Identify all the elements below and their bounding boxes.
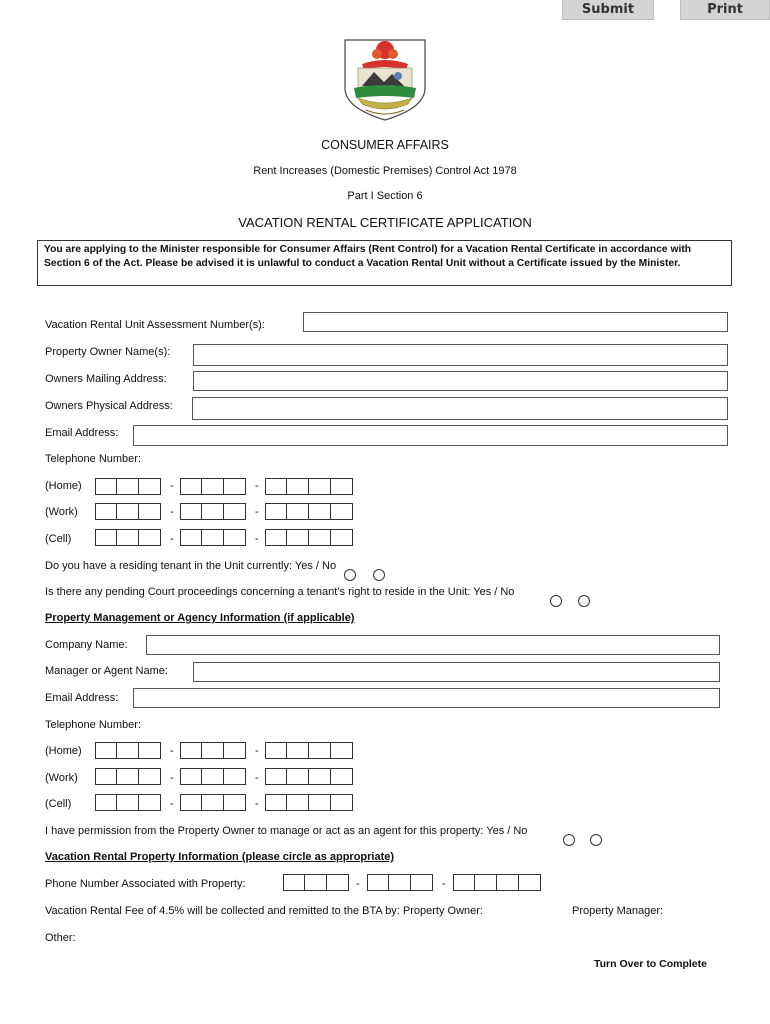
manager-name-label: Manager or Agent Name:: [45, 665, 168, 677]
agency-work-area-code[interactable]: [95, 768, 161, 785]
dash: -: [170, 480, 174, 492]
mailing-address-label: Owners Mailing Address:: [45, 373, 167, 385]
owner-home-prefix[interactable]: [180, 478, 246, 495]
court-no-radio[interactable]: [578, 595, 590, 607]
owner-home-line[interactable]: [265, 478, 353, 495]
dash: -: [170, 506, 174, 518]
other-label: Other:: [45, 932, 76, 944]
owner-cell-prefix[interactable]: [180, 529, 246, 546]
owner-telephone-label: Telephone Number:: [45, 453, 142, 465]
dash: -: [170, 772, 174, 784]
yes-no-text: Yes / No: [473, 586, 515, 598]
company-name-input[interactable]: [146, 635, 720, 655]
submit-button[interactable]: Submit: [562, 0, 654, 20]
agency-cell-prefix[interactable]: [180, 794, 246, 811]
owner-home-area-code[interactable]: [95, 478, 161, 495]
owner-name-label: Property Owner Name(s):: [45, 346, 171, 358]
coat-of-arms-emblem: [340, 38, 430, 122]
property-phone-line[interactable]: [453, 874, 541, 891]
yes-no-text: Yes / No: [294, 560, 337, 572]
dash: -: [255, 506, 259, 518]
agency-cell-area-code[interactable]: [95, 794, 161, 811]
owner-cell-label: (Cell): [45, 533, 72, 545]
agency-work-label: (Work): [45, 772, 78, 784]
dash: -: [356, 878, 360, 890]
form-title: VACATION RENTAL CERTIFICATE APPLICATION: [238, 215, 532, 230]
dash: -: [170, 745, 174, 757]
physical-address-label: Owners Physical Address:: [45, 400, 173, 412]
property-phone-prefix[interactable]: [367, 874, 433, 891]
owner-work-area-code[interactable]: [95, 503, 161, 520]
physical-address-input[interactable]: [192, 397, 728, 420]
fee-text: Vacation Rental Fee of 4.5% will be collected and remitted to the BTA by: Property Owner:: [45, 905, 483, 917]
company-name-label: Company Name:: [45, 639, 128, 651]
tenant-no-radio[interactable]: [373, 569, 385, 581]
owner-email-label: Email Address:: [45, 427, 119, 439]
owner-work-line[interactable]: [265, 503, 353, 520]
manager-name-input[interactable]: [193, 662, 720, 682]
assessment-number-input[interactable]: [303, 312, 728, 332]
permission-yes-radio[interactable]: [563, 834, 575, 846]
property-phone-area-code[interactable]: [283, 874, 349, 891]
agency-work-line[interactable]: [265, 768, 353, 785]
dash: -: [255, 533, 259, 545]
agency-home-line[interactable]: [265, 742, 353, 759]
tenant-question: Do you have a residing tenant in the Unit currently: Yes / No: [45, 560, 337, 572]
tenant-yes-radio[interactable]: [344, 569, 356, 581]
agency-home-prefix[interactable]: [180, 742, 246, 759]
owner-name-input[interactable]: [193, 344, 728, 366]
owner-work-label: (Work): [45, 506, 78, 518]
agency-work-prefix[interactable]: [180, 768, 246, 785]
agency-cell-line[interactable]: [265, 794, 353, 811]
owner-work-prefix[interactable]: [180, 503, 246, 520]
permission-no-radio[interactable]: [590, 834, 602, 846]
assessment-label: Vacation Rental Unit Assessment Number(s):: [45, 319, 265, 331]
property-heading: Vacation Rental Property Information (please circle as appropriate): [45, 851, 395, 863]
dash: -: [442, 878, 446, 890]
agency-email-label: Email Address:: [45, 692, 119, 704]
notice-box: You are applying to the Minister responsible for Consumer Affairs (Rent Control) for a Vacation Rental Certificate in accordance with Section 6 of the Act. Please be advised it is unlawful to conduct a Vacation Rental Unit without a Certificate issued by the Minister.: [37, 240, 732, 286]
permission-question: I have permission from the Property Owner to manage or act as an agent for this property: Yes / No: [45, 825, 528, 837]
act-title: Rent Increases (Domestic Premises) Control Act 1978: [253, 165, 517, 177]
agency-home-area-code[interactable]: [95, 742, 161, 759]
part-section: Part I Section 6: [347, 190, 423, 202]
mailing-address-input[interactable]: [193, 371, 728, 391]
agency-email-input[interactable]: [133, 688, 720, 708]
dash: -: [170, 798, 174, 810]
agency-telephone-label: Telephone Number:: [45, 719, 142, 731]
agency-cell-label: (Cell): [45, 798, 72, 810]
dash: -: [255, 798, 259, 810]
owner-cell-line[interactable]: [265, 529, 353, 546]
court-question: Is there any pending Court proceedings concerning a tenant’s right to reside in the Unit: Yes / No: [45, 586, 515, 598]
print-button[interactable]: Print: [680, 0, 770, 20]
owner-home-label: (Home): [45, 480, 82, 492]
turn-over-note: Turn Over to Complete: [594, 958, 707, 970]
dash: -: [255, 772, 259, 784]
dash: -: [170, 533, 174, 545]
agency-title: CONSUMER AFFAIRS: [321, 138, 449, 152]
dash: -: [255, 745, 259, 757]
dash: -: [255, 480, 259, 492]
property-phone-label: Phone Number Associated with Property:: [45, 878, 246, 890]
agency-heading: Property Management or Agency Information (if applicable): [45, 612, 355, 624]
agency-home-label: (Home): [45, 745, 82, 757]
owner-cell-area-code[interactable]: [95, 529, 161, 546]
yes-no-text: Yes / No: [486, 825, 528, 837]
owner-email-input[interactable]: [133, 425, 728, 446]
court-yes-radio[interactable]: [550, 595, 562, 607]
property-manager-option[interactable]: Property Manager:: [572, 905, 664, 917]
